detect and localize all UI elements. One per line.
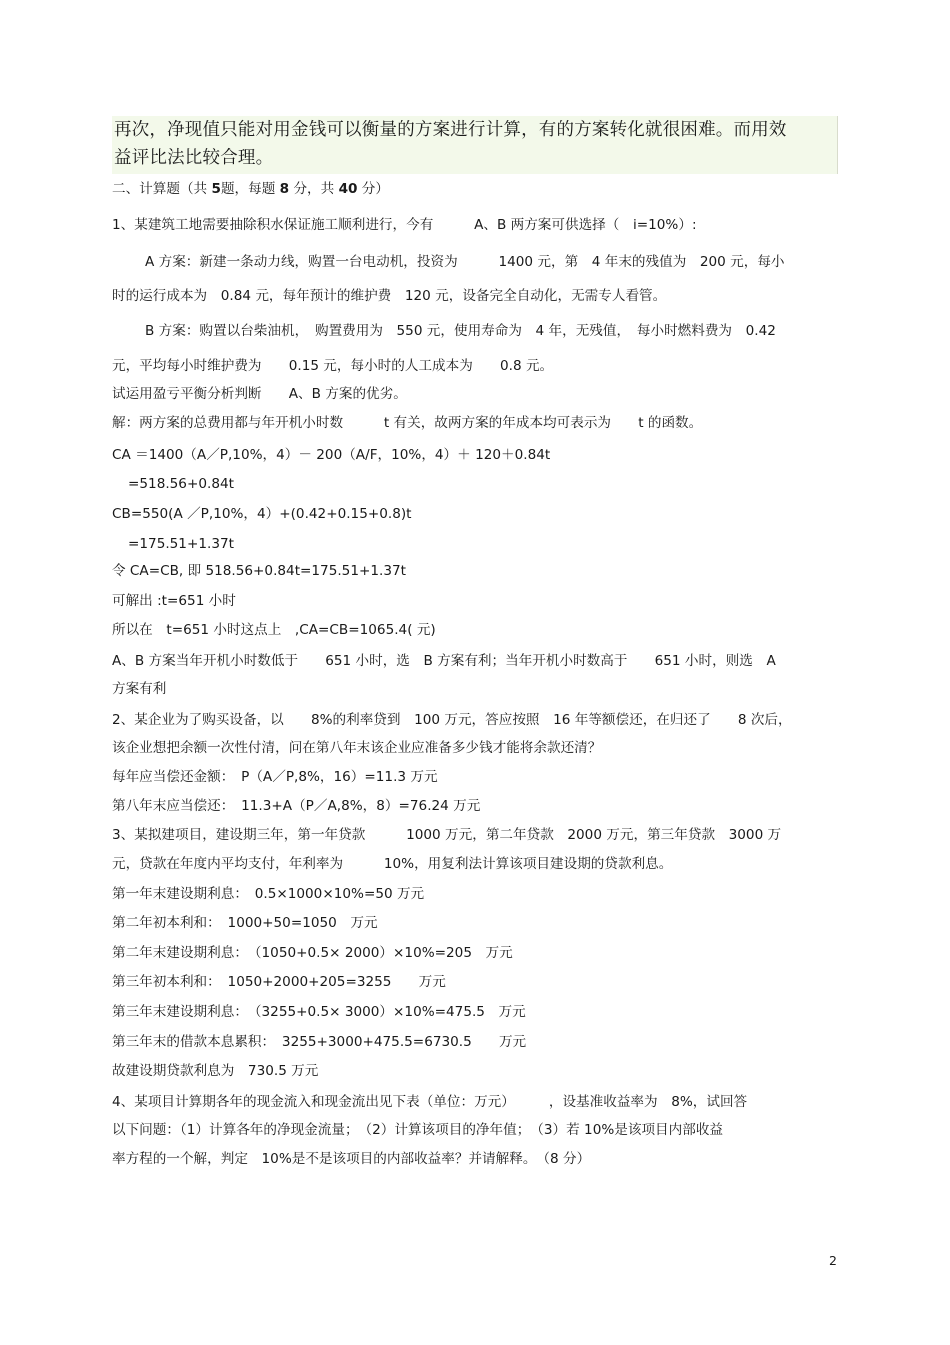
problem-4-line-3: 率方程的一个解，判定 10%是不是该项目的内部收益率？并请解释。 （8 分）	[112, 1151, 591, 1167]
section-heading: 二、计算题（共 5题，每题 8 分，共 40 分）	[112, 181, 389, 197]
problem-3-line-1: 3、某拟建项目，建设期三年，第一年贷款 1000 万元，第二年贷款 2000 万元，第三年贷款 3000 万	[112, 827, 782, 843]
plan-a-line-1: A 方案：新建一条动力线，购置一台电动机，投资为 1400 元，第 4 年末的残值为 200 元，每小	[145, 254, 785, 270]
page-number: 2	[829, 1253, 837, 1268]
problem-2-line-1: 2、某企业为了购买设备，以 8%的利率贷到 100 万元，答应按照 16 年等额偿还，在归还了 8 次后，	[112, 712, 792, 728]
problem-3-step-4: 第三年初本利和： 1050+2000+205=3255 万元	[112, 974, 446, 990]
plan-a-line-2: 时的运行成本为 0.84 元，每年预计的维护费 120 元，设备完全自动化，无需专人看管。	[112, 288, 667, 304]
problem-3-line-2: 元，贷款在年度内平均支付，年利率为 10%，用复利法计算该项目建设期的贷款利息。	[112, 856, 673, 872]
formula-cb: CB=550(A ／P,10%，4）+(0.42+0.15+0.8)t	[112, 506, 412, 522]
problem-3-step-3: 第二年末建设期利息： （1050+0.5× 2000）×10%=205 万元	[112, 945, 513, 961]
highlight-line-2: 益评比法比较合理。	[114, 148, 274, 168]
problem-1-question: 试运用盈亏平衡分析判断 A、B 方案的优劣。	[112, 386, 407, 402]
problem-3-step-2: 第二年初本利和： 1000+50=1050 万元	[112, 915, 378, 931]
problem-2-line-2: 该企业想把余额一次性付清，问在第八年末该企业应准备多少钱才能将余款还清？	[112, 740, 602, 756]
problem-3-step-1: 第一年末建设期利息： 0.5×1000×10%=50 万元	[112, 886, 425, 902]
conclusion-line-2: 方案有利	[112, 681, 167, 697]
conclusion-line-1: A、B 方案当年开机小时数低于 651 小时，选 B 方案有利；当年开机小时数高于 651 小时，则选 A	[112, 653, 776, 669]
plan-b-line-2: 元，平均每小时维护费为 0.15 元，每小时的人工成本为 0.8 元。	[112, 358, 554, 374]
problem-4-line-1: 4、某项目计算期各年的现金流入和现金流出见下表（单位：万元） ，设基准收益率为 8%，试回答	[112, 1094, 748, 1110]
formula-ca-result: =518.56+0.84t	[128, 476, 234, 492]
problem-4-line-2: 以下问题：（1）计算各年的净现金流量； （2）计算该项目的净年值； （3）若 10%是该项目内部收益	[112, 1122, 724, 1138]
plan-b-line-1: B 方案：购置以台柴油机， 购置费用为 550 元，使用寿命为 4 年，无残值， 每小时燃料费为 0.42	[145, 323, 776, 339]
problem-3-answer: 故建设期贷款利息为 730.5 万元	[112, 1063, 319, 1079]
breakeven-line: 所以在 t=651 小时这点上 ,CA=CB=1065.4( 元)	[112, 622, 436, 638]
solve-line: 可解出 :t=651 小时	[112, 593, 236, 609]
equation-line: 令 CA=CB, 即 518.56+0.84t=175.51+1.37t	[112, 563, 406, 579]
formula-ca: CA ＝1400（A／P,10%，4）－ 200（A/F，10%，4）＋ 120＋0.84t	[112, 447, 551, 463]
problem-1-statement: 1、某建筑工地需要抽除积水保证施工顺利进行，今有 A、B 两方案可供选择（ i=10%）:	[112, 217, 697, 233]
highlight-line-1: 再次，净现值只能对用金钱可以衡量的方案进行计算，有的方案转化就很困难。而用效	[114, 120, 787, 140]
problem-3-step-6: 第三年末的借款本息累积： 3255+3000+475.5=6730.5 万元	[112, 1034, 527, 1050]
problem-3-step-5: 第三年末建设期利息： （3255+0.5× 3000）×10%=475.5 万元	[112, 1004, 526, 1020]
solution-intro: 解：两方案的总费用都与年开机小时数 t 有关，故两方案的年成本均可表示为 t 的函数。	[112, 415, 703, 431]
problem-2-answer-1: 每年应当偿还金额： P（A／P,8%，16）=11.3 万元	[112, 769, 438, 785]
problem-2-answer-2: 第八年末应当偿还： 11.3+A（P／A,8%，8）=76.24 万元	[112, 798, 481, 814]
formula-cb-result: =175.51+1.37t	[128, 536, 234, 552]
